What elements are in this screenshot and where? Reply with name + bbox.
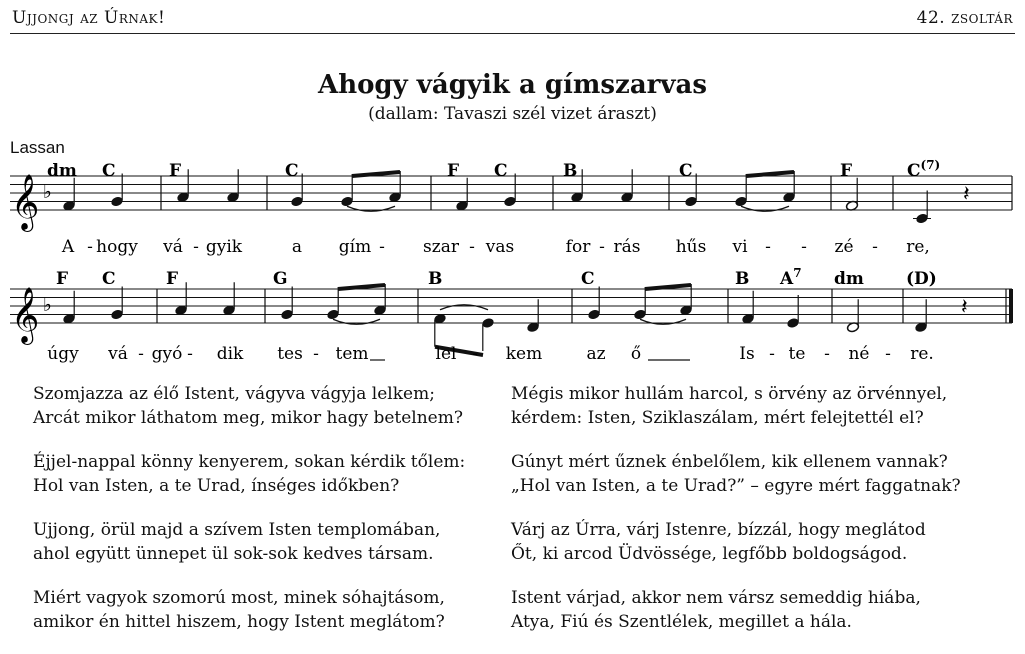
- chord-symbol: C: [679, 161, 693, 181]
- lyric-syllable: -: [885, 344, 891, 364]
- lyric-syllable: dik: [216, 344, 244, 364]
- chord-symbol: F: [166, 269, 179, 289]
- lyric-syllable: A: [61, 237, 75, 257]
- chord-symbol: C: [102, 161, 116, 181]
- verse-line: Éjjel-nappal könny kenyerem, sokan kérdik tőlem:: [33, 452, 466, 472]
- system1-staff: [10, 169, 1012, 232]
- verse-line: Ujjong, örül majd a szívem Isten templomában,: [33, 520, 441, 540]
- lyric-syllable: rás: [613, 237, 641, 257]
- beam: [645, 285, 691, 289]
- lyric-syllable: szar: [423, 237, 459, 257]
- verse-line: ahol együtt ünnepet ül sok-sok kedves társam.: [33, 544, 434, 564]
- lyric-syllable: -: [313, 344, 319, 364]
- verse-stanza: [33, 586, 503, 634]
- lyric-syllable: Is: [739, 344, 755, 364]
- chord-symbol: $C^{(7)}$: [907, 158, 941, 181]
- lyric-syllable: tes: [277, 344, 303, 364]
- lyric-syllable: -: [801, 237, 807, 257]
- lyric-syllable: -: [87, 237, 93, 257]
- verse-stanza: [511, 586, 1021, 634]
- chord-symbol: C: [494, 161, 508, 181]
- song-subtitle: (dallam: Tavaszi szél vizet áraszt): [368, 104, 657, 124]
- lyric-syllable: lel: [435, 344, 457, 364]
- tempo-marking: Lassan: [10, 138, 65, 157]
- chord-superscript: 7: [793, 266, 802, 280]
- lyric-syllable: a: [291, 237, 303, 257]
- chord-symbol: C: [102, 269, 116, 289]
- lyric-syllable: -: [765, 237, 771, 257]
- verse-line: Szomjazza az élő Istent, vágyva vágyja lelkem;: [33, 384, 435, 404]
- lyric-syllable: tem: [335, 344, 369, 364]
- lyric-syllable: gím: [338, 237, 372, 257]
- final-barline-thick: [1009, 289, 1013, 323]
- chord-symbol: F: [840, 161, 853, 181]
- lyric-syllable: hűs: [675, 237, 707, 257]
- lyric-syllable: az: [586, 344, 606, 364]
- chord-symbol: dm: [47, 161, 77, 181]
- chord-symbol: F: [56, 269, 69, 289]
- chord-symbol: dm: [834, 269, 864, 289]
- verse-stanza: [511, 382, 1021, 430]
- chord-superscript: (7): [920, 158, 941, 172]
- verse-line: Mégis mikor hullám harcol, s örvény az örvénnyel,: [511, 384, 948, 404]
- chord-symbol: G: [273, 269, 288, 289]
- lyric-syllable: kem: [505, 344, 543, 364]
- verse-stanza: [33, 382, 503, 430]
- verse-line: Miért vagyok szomorú most, minek sóhajtásom,: [33, 588, 445, 608]
- lyric-syllable: hogy: [96, 237, 138, 257]
- chord-symbol: C: [581, 269, 595, 289]
- verse-line: Őt, ki arcod Üdvössége, legfőbb boldogságod.: [511, 544, 908, 564]
- lyric-syllable: -: [187, 344, 193, 364]
- lyric-syllable: gyó: [151, 344, 183, 364]
- chord-symbol: F: [169, 161, 182, 181]
- chord-symbol: B: [428, 269, 443, 289]
- key-flat: ♭: [43, 181, 52, 203]
- lyric-syllable: -: [472, 344, 478, 364]
- treble-clef: 𝄞: [11, 174, 40, 230]
- treble-clef: 𝄞: [11, 287, 40, 343]
- verse-line: Hol van Isten, a te Urad, ínséges időkben?: [33, 476, 400, 496]
- chord-symbol: B: [563, 161, 578, 181]
- chord-symbol: (D): [906, 269, 937, 289]
- verse-stanza: [33, 450, 503, 498]
- running-header-psalm: 42. zsoltár: [916, 8, 1013, 28]
- verse-line: Arcát mikor láthatom meg, mikor hagy betelnem?: [33, 408, 463, 428]
- chord-symbol: $A^7$: [780, 266, 802, 289]
- lyric-syllable: -: [138, 344, 144, 364]
- lyric-syllable: te: [788, 344, 806, 364]
- lyric-syllable: né: [848, 344, 870, 364]
- verse-line: Istent várjad, akkor nem vársz semeddig hiába,: [511, 588, 921, 608]
- verse-line: Atya, Fiú és Szentlélek, megillet a hála.: [511, 612, 852, 632]
- verse-line: Várj az Úrra, várj Istenre, bízzál, hogy meglátod: [511, 520, 926, 540]
- verse-stanza: [511, 518, 1021, 566]
- verse-line: kérdem: Isten, Sziklaszálam, mért felejtettél el?: [511, 408, 924, 428]
- verse-line: Gúnyt mért űznek énbelőlem, kik ellenem vannak?: [511, 452, 948, 472]
- verse-stanza: [511, 450, 1021, 498]
- lyric-syllable: re.: [910, 344, 934, 364]
- lyric-syllable: -: [469, 237, 475, 257]
- verse-line: „Hol van Isten, a te Urad?” – egyre mért faggatnak?: [511, 476, 961, 496]
- lyric-syllable: vas: [485, 237, 515, 257]
- lyric-syllable: -: [193, 237, 199, 257]
- lyric-syllable: gyik: [205, 237, 243, 257]
- verses-left-column: [33, 382, 503, 654]
- beam: [352, 172, 400, 176]
- lyric-syllable: -: [872, 237, 878, 257]
- lyric-syllable: -: [379, 237, 385, 257]
- lyric-syllable: vá: [108, 344, 128, 364]
- lyric-syllable: for: [565, 237, 591, 257]
- quarter-rest: 𝄽: [961, 295, 968, 320]
- lyric-syllable: vá: [163, 237, 183, 257]
- lyric-syllable: ő: [630, 344, 642, 364]
- chord-symbol: F: [447, 161, 460, 181]
- verse-stanza: [33, 518, 503, 566]
- chord-symbol: B: [735, 269, 750, 289]
- key-flat: ♭: [43, 294, 52, 316]
- beam: [746, 172, 794, 176]
- lyric-syllable: -: [599, 237, 605, 257]
- lyric-syllable: -: [824, 344, 830, 364]
- lyric-syllable: -: [769, 344, 775, 364]
- lyric-syllable: úgy: [47, 344, 79, 364]
- song-title: Ahogy vágyik a gímszarvas: [318, 70, 707, 100]
- lyric-syllable: zé: [834, 237, 854, 257]
- lyric-syllable: re,: [906, 237, 930, 257]
- lyric-syllable: vi: [732, 237, 748, 257]
- running-header-title: Ujjongj az Úrnak!: [12, 8, 166, 28]
- beam: [338, 285, 385, 289]
- chord-symbol: C: [285, 161, 299, 181]
- quarter-rest: 𝄽: [963, 182, 970, 207]
- verse-line: amikor én hittel hiszem, hogy Istent meglátom?: [33, 612, 445, 632]
- verses-right-column: [511, 382, 1021, 654]
